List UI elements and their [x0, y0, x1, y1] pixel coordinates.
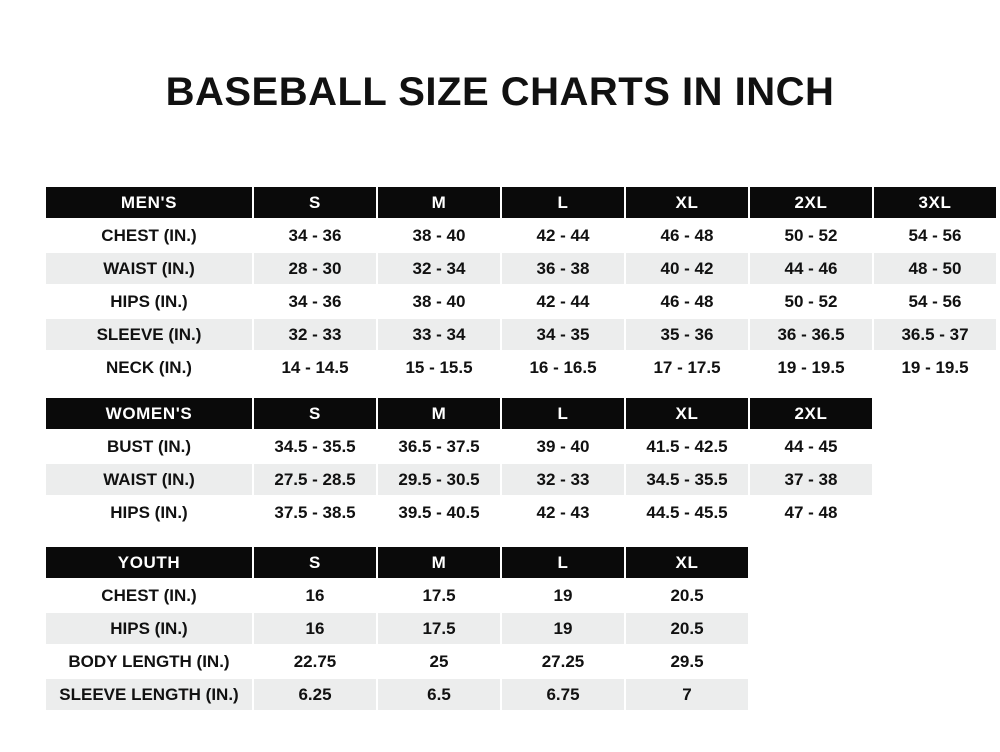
cell: 20.5 [625, 612, 749, 645]
cell: 7 [625, 678, 749, 711]
womens-size-table-container [44, 396, 874, 530]
womens-table-body [45, 430, 873, 529]
table-row [45, 318, 997, 351]
cell: 25 [377, 645, 501, 678]
cell: 44.5 - 45.5 [625, 496, 749, 529]
cell: 34 - 36 [253, 285, 377, 318]
table-row [45, 645, 749, 678]
mens-header-3xl: 3XL [873, 186, 997, 219]
row-label: BODY LENGTH (IN.) [45, 645, 253, 678]
mens-header-s: S [253, 186, 377, 219]
womens-header-category: WOMEN'S [45, 397, 253, 430]
cell: 20.5 [625, 579, 749, 612]
youth-table-body [45, 579, 749, 711]
cell: 14 - 14.5 [253, 351, 377, 384]
table-row [45, 496, 873, 529]
womens-header-2xl: 2XL [749, 397, 873, 430]
womens-header-xl: XL [625, 397, 749, 430]
table-row [45, 252, 997, 285]
table-header-row [45, 546, 749, 579]
cell: 22.75 [253, 645, 377, 678]
cell: 32 - 34 [377, 252, 501, 285]
cell: 28 - 30 [253, 252, 377, 285]
cell: 37.5 - 38.5 [253, 496, 377, 529]
youth-header-xl: XL [625, 546, 749, 579]
cell: 54 - 56 [873, 285, 997, 318]
cell: 38 - 40 [377, 285, 501, 318]
table-row [45, 219, 997, 252]
row-label: HIPS (IN.) [45, 496, 253, 529]
cell: 47 - 48 [749, 496, 873, 529]
cell: 42 - 43 [501, 496, 625, 529]
cell: 41.5 - 42.5 [625, 430, 749, 463]
cell: 6.75 [501, 678, 625, 711]
cell: 44 - 45 [749, 430, 873, 463]
cell: 42 - 44 [501, 219, 625, 252]
table-row [45, 463, 873, 496]
mens-header-category: MEN'S [45, 186, 253, 219]
table-header-row [45, 397, 873, 430]
table-row [45, 612, 749, 645]
cell: 29.5 - 30.5 [377, 463, 501, 496]
youth-header-s: S [253, 546, 377, 579]
youth-header-category: YOUTH [45, 546, 253, 579]
cell: 27.25 [501, 645, 625, 678]
youth-header-l: L [501, 546, 625, 579]
cell: 54 - 56 [873, 219, 997, 252]
cell: 38 - 40 [377, 219, 501, 252]
cell: 34.5 - 35.5 [253, 430, 377, 463]
cell: 34.5 - 35.5 [625, 463, 749, 496]
row-label: WAIST (IN.) [45, 463, 253, 496]
page-title: BASEBALL SIZE CHARTS IN INCH [165, 70, 835, 114]
row-label: SLEEVE LENGTH (IN.) [45, 678, 253, 711]
cell: 36 - 36.5 [749, 318, 873, 351]
row-label: BUST (IN.) [45, 430, 253, 463]
cell: 32 - 33 [253, 318, 377, 351]
mens-header-m: M [377, 186, 501, 219]
womens-header-m: M [377, 397, 501, 430]
womens-size-table [44, 396, 874, 530]
cell: 36 - 38 [501, 252, 625, 285]
mens-table-header [45, 186, 997, 219]
cell: 33 - 34 [377, 318, 501, 351]
womens-header-s: S [253, 397, 377, 430]
cell: 44 - 46 [749, 252, 873, 285]
table-row [45, 579, 749, 612]
row-label: NECK (IN.) [45, 351, 253, 384]
cell: 50 - 52 [749, 285, 873, 318]
table-row [45, 285, 997, 318]
cell: 16 - 16.5 [501, 351, 625, 384]
cell: 37 - 38 [749, 463, 873, 496]
cell: 46 - 48 [625, 285, 749, 318]
cell: 46 - 48 [625, 219, 749, 252]
mens-size-table-container [44, 185, 998, 385]
mens-table-body [45, 219, 997, 384]
cell: 39.5 - 40.5 [377, 496, 501, 529]
cell: 19 - 19.5 [873, 351, 997, 384]
youth-header-m: M [377, 546, 501, 579]
cell: 19 [501, 579, 625, 612]
cell: 48 - 50 [873, 252, 997, 285]
table-header-row [45, 186, 997, 219]
cell: 50 - 52 [749, 219, 873, 252]
mens-header-l: L [501, 186, 625, 219]
row-label: HIPS (IN.) [45, 285, 253, 318]
cell: 6.25 [253, 678, 377, 711]
row-label: CHEST (IN.) [45, 579, 253, 612]
youth-size-table [44, 545, 750, 712]
cell: 16 [253, 579, 377, 612]
cell: 32 - 33 [501, 463, 625, 496]
row-label: SLEEVE (IN.) [45, 318, 253, 351]
cell: 17.5 [377, 579, 501, 612]
table-row [45, 430, 873, 463]
cell: 27.5 - 28.5 [253, 463, 377, 496]
cell: 40 - 42 [625, 252, 749, 285]
row-label: WAIST (IN.) [45, 252, 253, 285]
cell: 6.5 [377, 678, 501, 711]
cell: 19 [501, 612, 625, 645]
cell: 29.5 [625, 645, 749, 678]
cell: 34 - 36 [253, 219, 377, 252]
cell: 16 [253, 612, 377, 645]
row-label: CHEST (IN.) [45, 219, 253, 252]
mens-header-xl: XL [625, 186, 749, 219]
womens-table-header [45, 397, 873, 430]
mens-header-2xl: 2XL [749, 186, 873, 219]
youth-size-table-container [44, 545, 750, 712]
row-label: HIPS (IN.) [45, 612, 253, 645]
cell: 34 - 35 [501, 318, 625, 351]
cell: 36.5 - 37.5 [377, 430, 501, 463]
cell: 39 - 40 [501, 430, 625, 463]
cell: 17.5 [377, 612, 501, 645]
table-row [45, 351, 997, 384]
cell: 35 - 36 [625, 318, 749, 351]
cell: 42 - 44 [501, 285, 625, 318]
cell: 17 - 17.5 [625, 351, 749, 384]
womens-header-l: L [501, 397, 625, 430]
cell: 15 - 15.5 [377, 351, 501, 384]
cell: 19 - 19.5 [749, 351, 873, 384]
youth-table-header [45, 546, 749, 579]
cell: 36.5 - 37 [873, 318, 997, 351]
mens-size-table [44, 185, 998, 385]
table-row [45, 678, 749, 711]
